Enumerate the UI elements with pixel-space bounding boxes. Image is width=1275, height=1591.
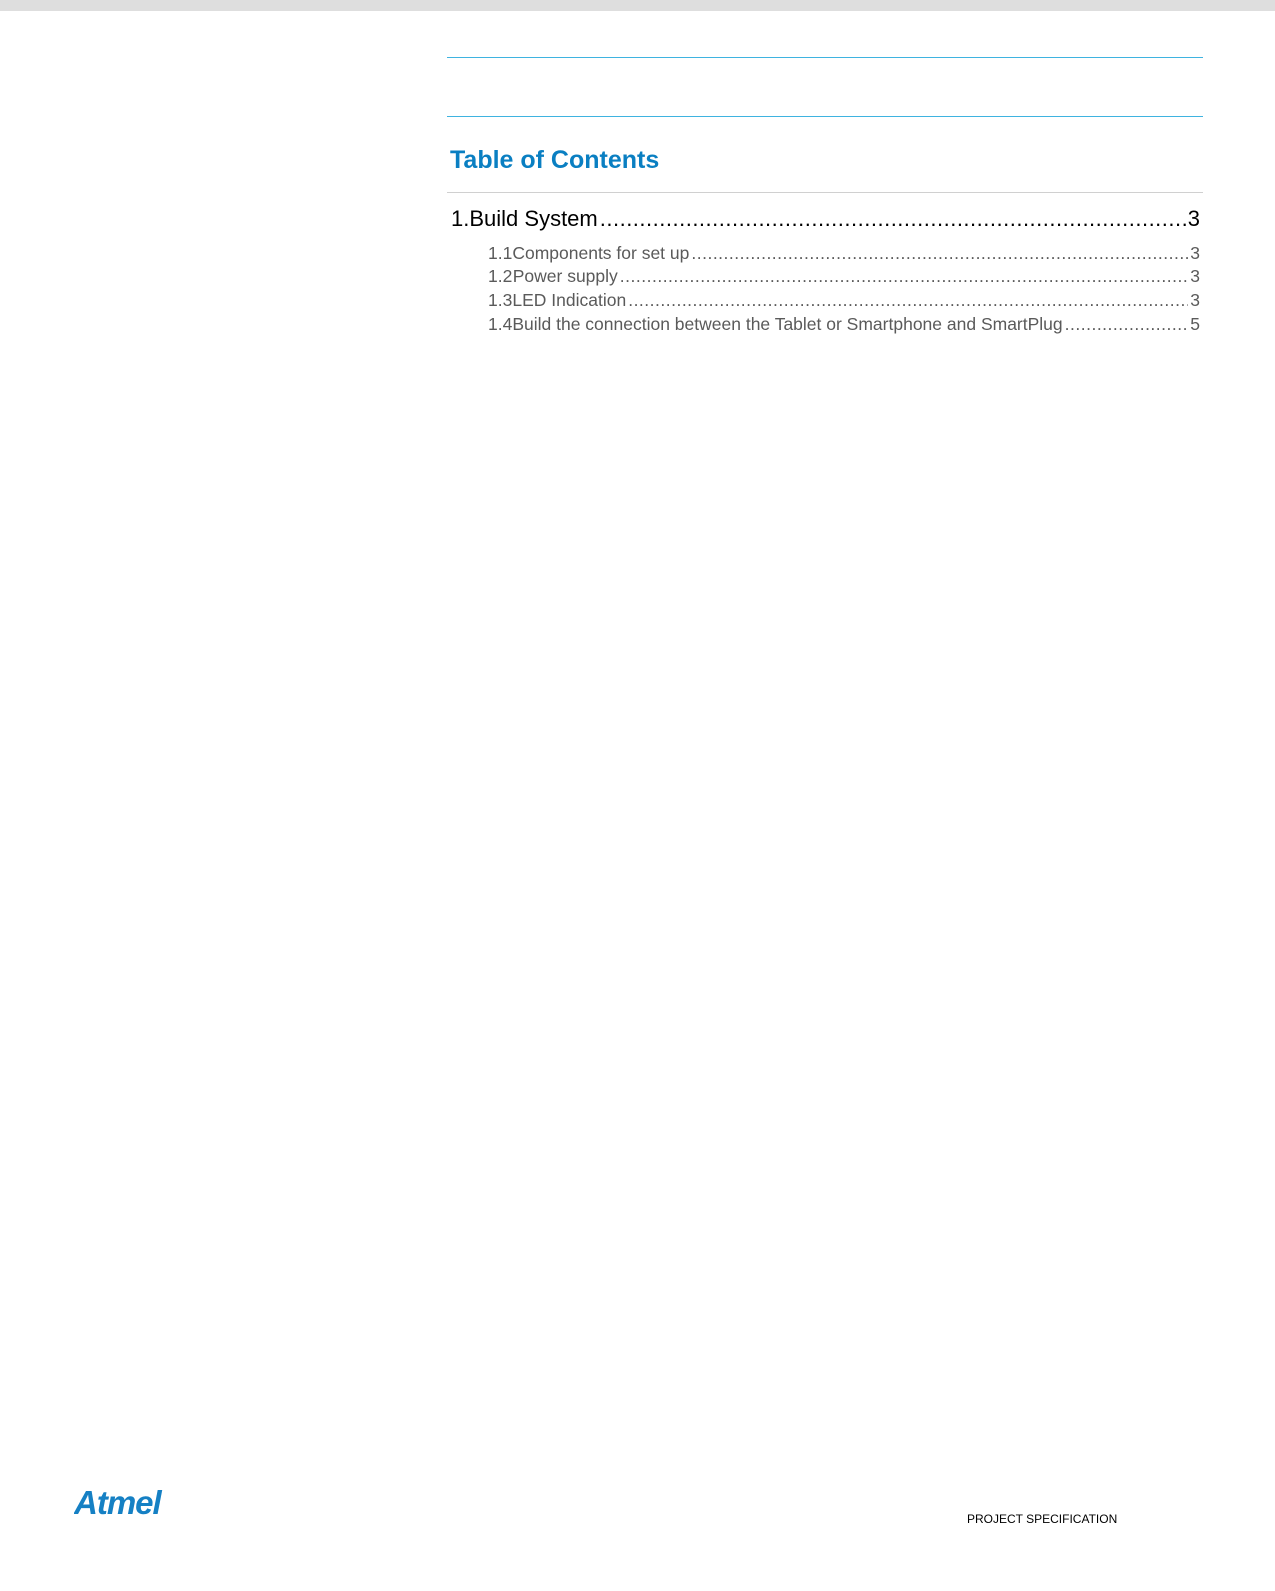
toc-entry-number: 1.2 [488,266,513,286]
toc-entry-number: 1.4 [488,314,513,334]
toc-entry-page: 3 [1187,206,1200,231]
toc-entry-led-indication[interactable] [488,290,1200,311]
header-rule-bottom [447,116,1203,117]
toc-entry-number: 1. [451,206,470,231]
toc-entry-page: 3 [1190,290,1200,310]
atmel-logo-text: Atmel [74,1487,161,1521]
footer-doc-type: PROJECT SPECIFICATION [967,1512,1118,1526]
toc-entry-build-system[interactable] [451,206,1200,232]
atmel-logo [74,1487,182,1521]
toc-leader-dots [600,206,1186,232]
toc-entry-label: Components for set up [512,243,690,263]
toc-entry-label: Build the connection between the Tablet or Smartphone and SmartPlug [512,314,1063,334]
toc-entry-page: 3 [1190,266,1200,286]
toc-entry-components[interactable] [488,243,1200,264]
toc-leader-dots [620,266,1188,287]
toc-entry-power-supply[interactable] [488,266,1200,287]
toc-entry-build-connection[interactable] [488,314,1200,335]
toc-entry-page: 5 [1190,314,1200,334]
toc-entry-label: Power supply [512,266,618,286]
toc-entry-number: 1.3 [488,290,513,310]
top-strip [0,0,1275,11]
toc-entry-page: 3 [1190,243,1200,263]
toc-leader-dots [628,290,1188,311]
header-rule-top [447,57,1203,58]
toc-entry-number: 1.1 [488,243,513,263]
toc-title-divider [447,192,1203,193]
toc-entry-label: Build System [469,206,598,231]
toc-leader-dots [691,243,1188,264]
toc-entry-label: LED Indication [512,290,627,310]
toc-leader-dots [1065,314,1189,335]
toc-title: Table of Contents [450,146,660,174]
